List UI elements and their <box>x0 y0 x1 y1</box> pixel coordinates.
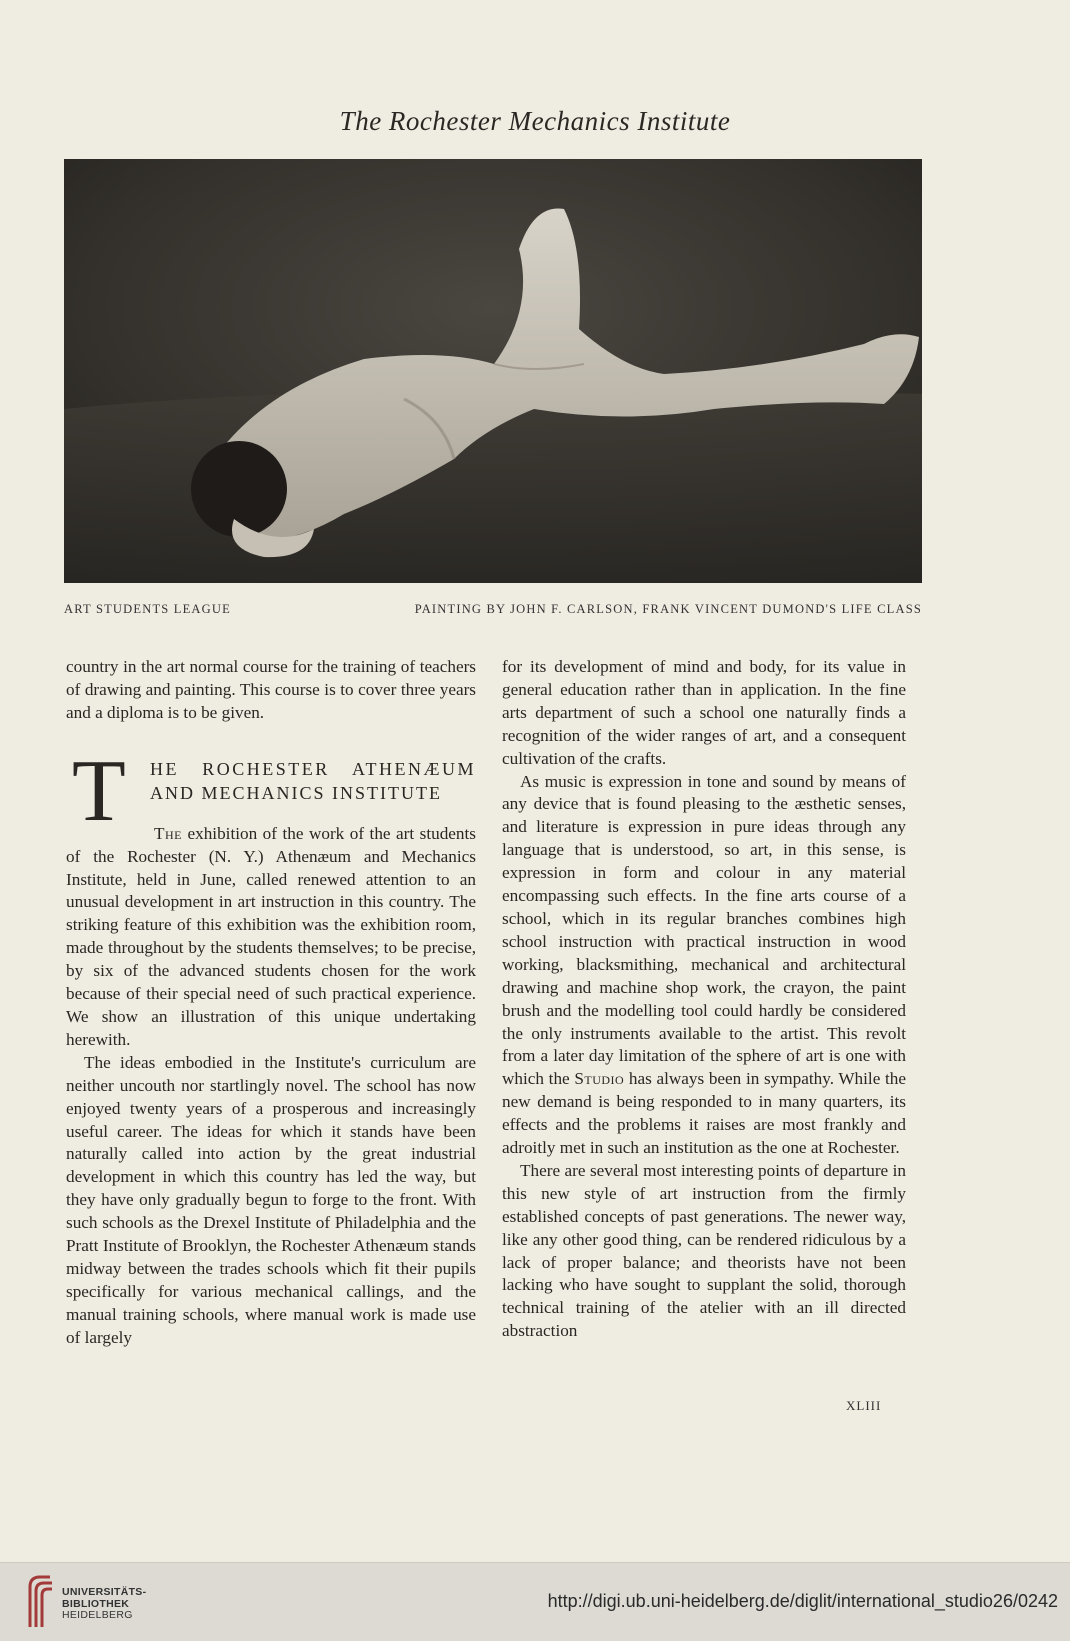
intro-paragraph: country in the art normal course for the training of teachers of drawing and painting. This course is to cover three years and a diploma is to be given. <box>66 657 476 722</box>
continued-paragraph: for its development of mind and body, for its value in general education rather than in application. In the fine arts department of such a school one naturally finds a recognition of the wider ranges of art, and a consequent cultivation of the crafts. <box>502 657 906 768</box>
left-column <box>66 656 476 1350</box>
library-line-1: UNIVERSITÄTS- <box>62 1586 147 1598</box>
painting-plate-image <box>64 159 922 583</box>
paragraph-2: The ideas embodied in the Institute's curriculum are neither uncouth nor startlingly novel. The school has now enjoyed twenty years of a prosperous and increasingly useful career. The ideas for which it stands have been naturally called into action by the great industrial development in which this country has led the way, but they have only gradually begun to forge to the front. With such schools as the Drexel Institute of Philadelphia and the Pratt Institute of Brooklyn, the Rochester Athenæum stands midway between the trades schools which fit their pupils specifically for various mechanical callings, and the manual training schools, where manual work is made use of largely <box>66 1052 476 1347</box>
right-column <box>502 656 906 1343</box>
paragraph-3-text-a: As music is expression in tone and sound by means of any device that is found pleasing to the æsthetic senses, and literature is expression in pure ideas through any language that is understood, so art, in this sense, is expression in form and colour in any material encompassing such effects. In the fine arts course of a school, which in its regular branches combines high school instruction with practical instruction in wood working, blacksmithing, mechanical and architectural drawing and machine shop work, the crayon, the paint brush and the modelling tool could hardly be considered the only instruments available to the artist. This revolt from a later day limitation of the sphere of art is one with which the <box>502 771 906 1089</box>
library-line-2: BIBLIOTHEK <box>62 1597 130 1610</box>
lead-word: The <box>154 823 182 843</box>
paragraph-3 <box>502 771 906 1160</box>
heading-line-1: HE ROCHESTER ATHENÆUM <box>150 758 476 779</box>
paragraph-3-text-b: has always been in sympathy. While the new demand is being responded to in many quarters, its effects and the problems it raises are most frankly and adroitly met in such an institution as the one at Rochester. <box>502 1069 906 1158</box>
article-heading <box>66 742 476 840</box>
running-head: The Rochester Mechanics Institute <box>339 106 731 136</box>
footer-bar <box>0 1562 1070 1641</box>
source-url-link[interactable]: http://digi.ub.uni-heidelberg.de/diglit/international_studio26/0242 <box>547 1591 1058 1611</box>
library-logo-icon <box>26 1573 54 1629</box>
paragraph-4: There are several most interesting points of departure in this new style of art instruction from the firmly established concepts of past generations. The newer way, like any other good thing, can be rendered ridiculous by a lack of proper balance; and theorists have not been lacking who have sought to supplant the solid, thorough technical training of the atelier with an ill directed abstraction <box>502 1160 906 1341</box>
drop-cap: T <box>72 742 126 840</box>
page-folio: XLIII <box>846 1398 882 1413</box>
heading-text <box>150 757 476 805</box>
plate-caption-right: PAINTING BY JOHN F. CARLSON, FRANK VINCENT DUMOND'S LIFE CLASS <box>414 602 922 616</box>
paragraph-1-text: exhibition of the work of the art students of the Rochester (N. Y.) Athenæum and Mechanics Institute, held in June, called renewed attention to an unusual development in art instruction in this country. The striking feature of this exhibition was the exhibition room, made throughout by the students themselves; to be precise, by six of the advanced students chosen for the work because of their special need of such practical experience. We show an illustration of this unique undertaking herewith. <box>66 823 476 1049</box>
studio-name: Studio <box>574 1069 625 1089</box>
plate-caption-left: ART STUDENTS LEAGUE <box>64 602 231 616</box>
library-name <box>62 1587 146 1622</box>
library-line-3: HEIDELBERG <box>62 1609 133 1621</box>
heading-line-2: AND MECHANICS INSTITUTE <box>150 782 442 803</box>
paragraph-1 <box>66 823 476 1052</box>
